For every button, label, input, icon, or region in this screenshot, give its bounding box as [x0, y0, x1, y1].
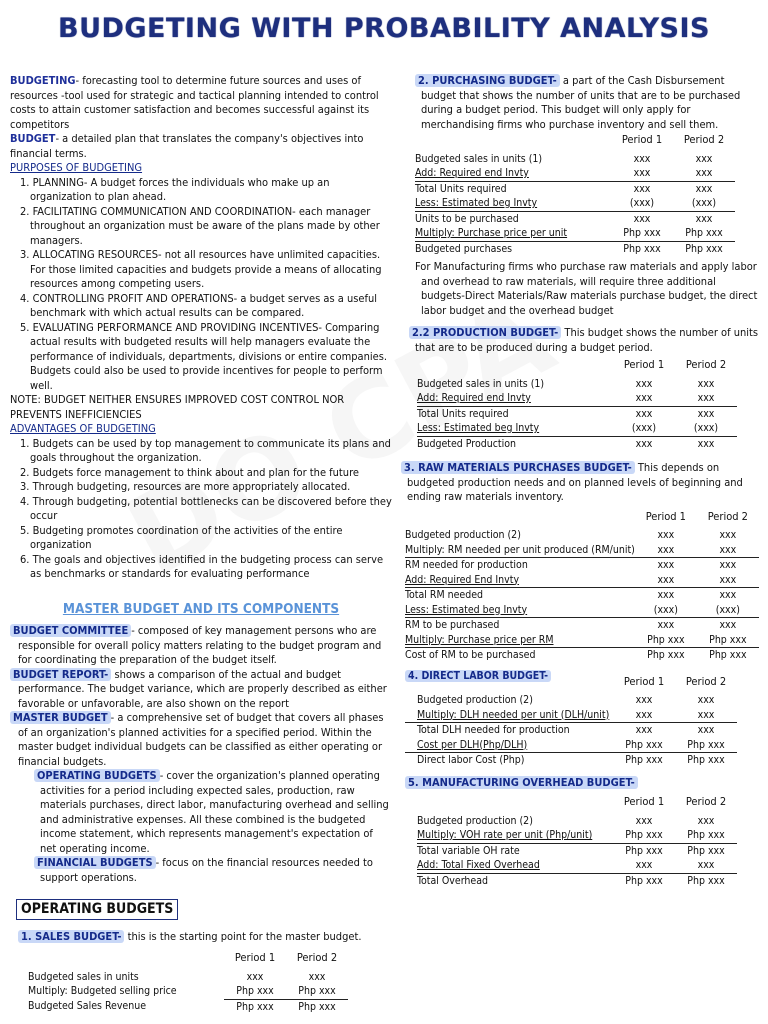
row-label: RM to be purchased	[405, 618, 635, 633]
column-header: Period 2	[685, 674, 727, 688]
budget-report-term: BUDGET REPORT-	[10, 668, 111, 681]
table-row	[405, 648, 759, 663]
table-row	[28, 984, 348, 999]
list-item: 4. Through budgeting, potential bottlenecks can be discovered before they occur	[20, 494, 392, 522]
financial-budgets-term: FINANCIAL BUDGETS	[34, 856, 156, 869]
cell-value: Php xxx	[613, 843, 675, 858]
cell-value: xxx	[633, 152, 651, 165]
row-label: Add: Required end Invty	[415, 167, 529, 179]
column-header: Period 1	[623, 795, 665, 808]
table-row	[405, 723, 737, 738]
budget-definition	[10, 132, 392, 161]
row-label: Budgeted purchases	[415, 241, 611, 256]
row-label: Budgeted Production	[417, 436, 613, 451]
purchasing-budget-table	[415, 132, 735, 256]
master-budget-heading: MASTER BUDGET AND ITS COMPONENTS	[62, 600, 340, 617]
cell-value: xxx	[657, 573, 675, 586]
cell-value: xxx	[611, 181, 673, 196]
cell-value: xxx	[697, 588, 759, 603]
purposes-list	[10, 176, 392, 394]
operating-budgets-box: OPERATING BUDGETS	[16, 899, 178, 920]
cell-value: xxx	[635, 859, 653, 871]
row-label: Multiply: DLH needed per unit (DLH/unit)	[417, 708, 610, 721]
table-row	[405, 753, 737, 768]
budget-note: NOTE: BUDGET NEITHER ENSURES IMPROVED COST CONTROL NOR PREVENTS INEFFICIENCIES	[10, 393, 345, 421]
budget-committee-term: BUDGET COMMITTEE	[10, 624, 131, 637]
row-label: Total variable OH rate	[417, 843, 613, 858]
production-budget-def	[405, 326, 761, 355]
row-label: Add: Required end Invty	[417, 392, 531, 404]
budget-term: BUDGET	[10, 132, 56, 145]
row-label: Budgeted production (2)	[417, 694, 533, 706]
table-row	[405, 618, 759, 633]
cell-value: Php xxx	[675, 873, 737, 888]
master-budget-term: MASTER BUDGET	[10, 711, 111, 724]
cell-value: Php xxx	[623, 227, 661, 239]
row-label: Budgeted production (2)	[417, 814, 533, 827]
overhead-budget-term: 5. MANUFACTURING OVERHEAD BUDGET-	[405, 776, 638, 789]
production-budget-table	[417, 357, 737, 451]
table-row	[417, 436, 737, 451]
column-header: Period 2	[683, 133, 725, 146]
row-label: Budgeted sales in units (1)	[415, 152, 543, 165]
cell-value: xxx	[635, 588, 697, 603]
row-label: Multiply: Purchase price per unit	[415, 227, 568, 239]
cell-value: xxx	[695, 167, 713, 179]
sales-budget-table	[28, 950, 348, 1014]
cell-value: Php xxx	[687, 829, 725, 841]
purchasing-budget-def	[405, 74, 761, 132]
list-item: 6. The goals and objectives identified in the budgeting process can serve as benchmarks or standards for evaluating performance	[20, 552, 384, 580]
table-row	[405, 528, 759, 543]
row-label: Multiply: Purchase price per RM	[405, 633, 554, 646]
cell-value: xxx	[697, 618, 759, 633]
column-header: Period 2	[296, 951, 338, 964]
purposes-heading: PURPOSES OF BUDGETING	[10, 161, 143, 174]
purchasing-budget-text: a part of the Cash Disbursement budget that shows the number of units that are to be purchased during a budget period. This budget will only apply for merchandising firms who purchase inventory and sell them.	[421, 74, 741, 131]
cell-value: xxx	[673, 211, 735, 226]
row-label: Add: Required End Invty	[405, 573, 520, 586]
sales-budget-term: 1. SALES BUDGET-	[18, 930, 124, 943]
production-budget-term: 2.2 PRODUCTION BUDGET-	[409, 326, 561, 339]
cell-value: Php xxx	[709, 633, 747, 646]
row-label: Multiply: Budgeted selling price	[28, 985, 177, 998]
cell-value: xxx	[657, 529, 675, 541]
master-budget	[10, 711, 392, 769]
table-row	[417, 391, 737, 406]
table-row	[28, 999, 348, 1014]
cell-value: xxx	[673, 181, 735, 196]
cell-value: (xxx)	[715, 603, 740, 616]
table-row	[405, 738, 737, 753]
list-item: 4. CONTROLLING PROFIT AND OPERATIONS- a budget serves as a useful benchmark with which actual results can be compared.	[20, 291, 377, 319]
budgeting-term: BUDGETING	[10, 74, 76, 87]
cell-value: Php xxx	[673, 241, 735, 256]
table-row	[28, 970, 348, 985]
cell-value: Php xxx	[613, 753, 675, 768]
cell-value: xxx	[635, 618, 697, 633]
list-item: 5. Budgeting promotes coordination of the activities of the entire organization	[20, 523, 343, 551]
column-header: Period 2	[707, 509, 748, 523]
table-row	[417, 377, 737, 392]
cell-value: Php xxx	[298, 985, 336, 997]
cell-value: xxx	[308, 970, 326, 983]
cell-value: xxx	[635, 392, 653, 404]
table-row	[417, 843, 737, 858]
table-row	[415, 152, 735, 167]
list-item: 1. PLANNING- A budget forces the individuals who make up an organization to plan ahead.	[20, 175, 330, 203]
table-row	[405, 633, 759, 648]
list-item: 3. Through budgeting, resources are more appropriately allocated.	[20, 480, 351, 493]
cell-value: Php xxx	[625, 829, 663, 841]
table-row	[405, 708, 737, 723]
column-header: Period 1	[645, 509, 686, 523]
row-label: Budgeted sales in units (1)	[417, 377, 545, 390]
cell-value: xxx	[675, 406, 737, 421]
table-row	[417, 814, 737, 829]
left-column	[10, 74, 392, 1014]
cell-value: Php xxx	[613, 873, 675, 888]
cell-value: xxx	[697, 814, 715, 827]
table-row	[405, 588, 759, 603]
row-label: Direct labor Cost (Php)	[405, 753, 613, 768]
direct-labor-budget-term: 4. DIRECT LABOR BUDGET-	[405, 670, 551, 682]
row-label: Less: Estimated beg Invty	[405, 603, 528, 616]
budgeting-text: - forecasting tool to determine future sources and uses of resources -tool used for strategic and tactical planning intended to control costs to attain customer satisfaction and becomes successful against its competitors	[10, 74, 379, 131]
budget-report	[10, 668, 392, 712]
table-row	[415, 211, 735, 226]
row-label: Budgeted sales in units	[28, 970, 139, 983]
table-row	[405, 558, 759, 573]
column-header: Period 2	[685, 795, 727, 808]
right-column	[405, 74, 761, 888]
cell-value: xxx	[657, 543, 675, 556]
purchasing-budget-term: 2. PURCHASING BUDGET-	[415, 74, 560, 87]
list-item: 1. Budgets can be used by top management to communicate its plans and goals throughout the organization.	[20, 436, 391, 464]
financial-budgets-def	[10, 856, 392, 885]
advantages-list	[10, 437, 392, 582]
cell-value: xxx	[613, 406, 675, 421]
cell-value: (xxx)	[693, 422, 719, 434]
cell-value: xxx	[613, 436, 675, 451]
list-item: 2. Budgets force management to think about and plan for the future	[20, 465, 359, 479]
row-label: Add: Total Fixed Overhead	[417, 859, 540, 871]
table-row	[417, 873, 737, 888]
table-row	[415, 166, 735, 181]
cell-value: Php xxx	[286, 999, 348, 1014]
table-row	[405, 603, 759, 618]
overhead-budget-def	[405, 776, 761, 791]
row-label: Total Units required	[415, 181, 611, 196]
cell-value: Php xxx	[675, 753, 737, 768]
financial-budgets-text: - focus on the financial resources needed to support operations.	[40, 856, 373, 884]
row-label: Total RM needed	[405, 588, 635, 603]
cell-value: xxx	[635, 708, 653, 721]
table-row	[415, 226, 735, 241]
master-budget-text: - a comprehensive set of budget that covers all phases of an organization's planned activities for a specified period. Within the master budget individual budgets can be classified as either operating or financial budgets.	[18, 711, 384, 768]
budget-text: - a detailed plan that translates the company's objectives into financial terms.	[10, 132, 364, 160]
budget-committee	[10, 624, 392, 668]
row-label: Budgeted production (2)	[405, 529, 521, 541]
cell-value: xxx	[697, 859, 715, 871]
operating-budgets-def	[10, 769, 392, 856]
row-label: Cost of RM to be purchased	[405, 648, 635, 663]
list-item: 5. EVALUATING PERFORMANCE AND PROVIDING INCENTIVES- Comparing actual results with budgeted results will help managers evaluate the performance of individuals, departments, divisions or entire companies. Budgets could also be used to provide incentives for people to perform well.	[20, 320, 388, 392]
cell-value: Php xxx	[687, 738, 725, 751]
rm-budget-text: This depends on budgeted production needs and on planned levels of beginning and ending raw materials inventory.	[407, 461, 743, 503]
column-header: Period 1	[234, 951, 276, 964]
row-label: Less: Estimated beg Invty	[415, 197, 538, 209]
cell-value: (xxx)	[653, 603, 678, 616]
table-row	[415, 196, 735, 211]
production-budget-text: This budget shows the number of units that are to be produced during a budget period.	[415, 326, 759, 354]
table-row	[417, 406, 737, 421]
cell-value: Php xxx	[697, 648, 759, 663]
list-item: 2. FACILITATING COMMUNICATION AND COORDINATION- each manager throughout an organization must be aware of the plans made by other managers.	[20, 204, 380, 247]
table-row	[405, 543, 759, 558]
cell-value: xxx	[697, 694, 715, 706]
cell-value: Php xxx	[224, 999, 286, 1014]
cell-value: (xxx)	[631, 422, 657, 434]
table-row	[417, 421, 737, 436]
column-header: Period 1	[623, 674, 665, 688]
rm-budget-table	[405, 509, 759, 663]
table-row	[405, 693, 737, 708]
cell-value: xxx	[697, 558, 759, 573]
column-header: Period 2	[685, 358, 727, 371]
row-label: Units to be purchased	[415, 211, 611, 226]
advantages-heading: ADVANTAGES OF BUDGETING	[10, 422, 156, 435]
page-title: BUDGETING WITH PROBABILITY ANALYSIS	[57, 13, 710, 44]
cell-value: Php xxx	[647, 633, 685, 646]
manufacturing-note: For Manufacturing firms who purchase raw materials and apply labor and overhead to raw materials, will require three additional budgets-Direct Materials/Raw materials purchase budget, the direct labor budget and the overhead budget	[415, 260, 758, 317]
table-row	[405, 573, 759, 588]
cell-value: xxx	[611, 211, 673, 226]
cell-value: xxx	[635, 377, 653, 390]
cell-value: (xxx)	[691, 197, 717, 209]
budgeting-definition	[10, 74, 392, 132]
budget-committee-text: - composed of key management persons who are responsible for overall policy matters relating to the budget program and for coordinating the preparation of the budget itself.	[18, 624, 382, 666]
rm-budget-term: 3. RAW MATERIALS PURCHASES BUDGET-	[401, 461, 635, 474]
rm-budget-def	[405, 461, 761, 505]
cell-value: xxx	[719, 529, 737, 541]
sales-budget-def	[10, 930, 392, 945]
table-row	[417, 828, 737, 843]
row-label: Total DLH needed for production	[405, 723, 613, 738]
table-row	[417, 858, 737, 873]
column-header: Period 1	[621, 133, 663, 146]
row-label: Multiply: VOH rate per unit (Php/unit)	[417, 829, 593, 841]
row-label: Less: Estimated beg Invty	[417, 422, 540, 434]
sales-budget-text: this is the starting point for the master budget.	[124, 929, 362, 943]
row-label: Total Overhead	[417, 873, 613, 888]
row-label: Cost per DLH(Php/DLH)	[417, 738, 528, 751]
cell-value: (xxx)	[629, 197, 655, 209]
column-header: Period 1	[623, 358, 665, 371]
cell-value: xxx	[675, 436, 737, 451]
cell-value: xxx	[695, 152, 713, 165]
operating-budgets-text: - cover the organization's planned operating activities for a period including expected sales, production, raw materials purchases, direct labor, manufacturing overhead and selling and administrative expenses. All these combined is the budgeted income statement, which represents management's expectation of net operating income.	[40, 769, 389, 855]
cell-value: Php xxx	[675, 843, 737, 858]
cell-value: xxx	[246, 970, 264, 983]
cell-value: xxx	[635, 694, 653, 706]
budget-report-text: shows a comparison of the actual and budget performance. The budget variance, which are properly described as either favorable or unfavorable, are also shown on the report	[18, 667, 387, 710]
cell-value: xxx	[635, 814, 653, 827]
cell-value: xxx	[697, 392, 715, 404]
cell-value: Php xxx	[236, 985, 274, 997]
cell-value: Php xxx	[611, 241, 673, 256]
table-row	[415, 181, 735, 196]
cell-value: xxx	[613, 723, 675, 738]
cell-value: xxx	[697, 708, 715, 721]
overhead-budget-table	[417, 794, 737, 888]
cell-value: Php xxx	[625, 738, 663, 751]
row-label: Budgeted Sales Revenue	[28, 1000, 147, 1013]
cell-value: Php xxx	[635, 648, 697, 663]
cell-value: xxx	[633, 167, 651, 179]
cell-value: xxx	[675, 723, 737, 738]
cell-value: xxx	[635, 558, 697, 573]
cell-value: Php xxx	[685, 227, 723, 239]
cell-value: xxx	[719, 543, 737, 556]
list-item: 3. ALLOCATING RESOURCES- not all resources have unlimited capacities. For those limited capacities and budgets provide a means of allocating resources among competing users.	[20, 248, 382, 290]
direct-labor-budget-table	[405, 669, 737, 768]
row-label: Multiply: RM needed per unit produced (RM/unit)	[405, 543, 635, 556]
table-row	[415, 241, 735, 256]
row-label: RM needed for production	[405, 558, 635, 573]
cell-value: xxx	[719, 573, 737, 586]
operating-budgets-term: OPERATING BUDGETS	[34, 769, 160, 782]
cell-value: xxx	[697, 377, 715, 390]
row-label: Total Units required	[417, 406, 613, 421]
